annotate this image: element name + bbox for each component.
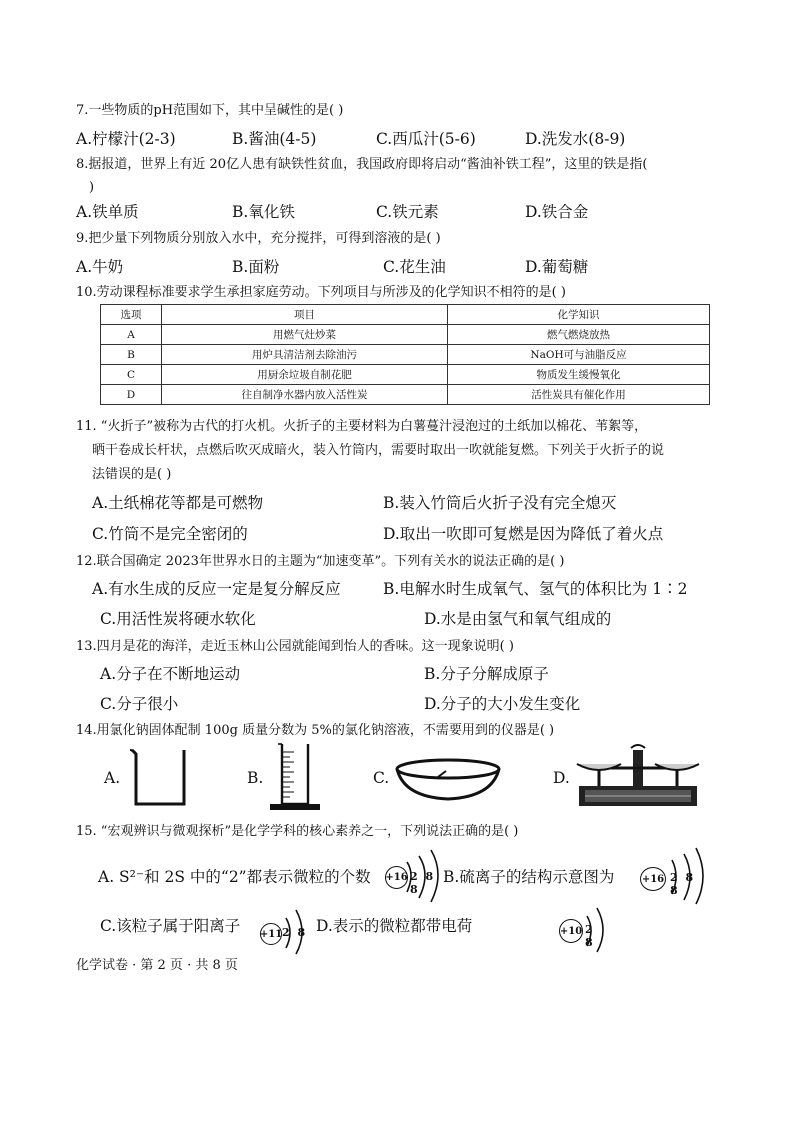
q7-stem: 7.一些物质的pH范围如下，其中呈碱性的是( )	[76, 103, 344, 118]
q13-option-b: B.分子分解成原子	[424, 665, 549, 683]
table-cell: 活性炭具有催化作用	[448, 385, 710, 405]
shell-electrons: 2 8	[282, 926, 308, 939]
table-row	[101, 345, 710, 365]
table-row	[101, 365, 710, 385]
q11-line-3: 法错误的是( )	[92, 467, 172, 482]
q14-label-c: C.	[373, 769, 390, 787]
q15-option-d: D.表示的微粒都带电荷	[316, 917, 473, 935]
page-footer: 化学试卷 · 第 2 页 · 共 8 页	[76, 958, 238, 973]
atom-diagram	[557, 904, 609, 956]
table-cell: NaOH可与油脂反应	[448, 345, 710, 365]
q11-option-d: D.取出一吹即可复燃是因为降低了着火点	[383, 525, 664, 543]
table-cell: 用炉具清洁剂去除油污	[162, 345, 448, 365]
q8-stem-cont: )	[89, 180, 95, 195]
q14-stem: 14.用氯化钠固体配制 100g 质量分数为 5%的氯化钠溶液，不需要用到的仪器是( )	[76, 723, 555, 738]
table-cell: B	[101, 345, 162, 365]
table-row	[101, 325, 710, 345]
q8-option-c: C.铁元素	[376, 203, 439, 221]
q11-option-b: B.装入竹筒后火折子没有完全熄灭	[383, 494, 617, 512]
q8-option-a: A.铁单质	[76, 203, 139, 221]
q9-option-a: A.牛奶	[76, 258, 124, 276]
q8-option-b: B.氧化铁	[232, 203, 295, 221]
q15-option-c: C.该粒子属于阳离子	[100, 917, 241, 935]
q8-stem: 8.据报道，世界上有近 20亿人患有缺铁性贫血，我国政府即将启动“酱油补铁工程”，这里的铁是指(	[76, 157, 648, 172]
q15-option-a: A. S²⁻和 2S 中的“2”都表示微粒的个数	[98, 868, 371, 886]
q12-option-d: D.水是由氢气和氧气组成的	[424, 610, 612, 628]
q13-option-a: A.分子在不断地运动	[100, 665, 241, 683]
q7-option-b: B.酱油(4-5)	[232, 130, 317, 148]
q11-line-2: 晒干卷成长杆状，点燃后吹灭成暗火，装入竹筒内，需要时取出一吹就能复燃。下列关于火折子的说	[92, 443, 665, 458]
shell-electrons: 2 8 8	[670, 871, 696, 897]
q11-option-a: A.土纸棉花等都是可燃物	[92, 494, 264, 512]
nucleus: +11	[260, 923, 282, 945]
q12-stem: 12.联合国确定 2023年世界水日的主题为“加速变革”。下列有关水的说法正确的是( )	[76, 554, 565, 569]
q8-option-d: D.铁合金	[525, 203, 589, 221]
q7-option-a: A.柠檬汁(2-3)	[76, 130, 176, 148]
q13-option-d: D.分子的大小发生变化	[424, 695, 581, 713]
beaker-icon	[128, 746, 190, 808]
q13-option-c: C.分子很小	[100, 695, 179, 713]
q15-stem: 15. “宏观辨识与微观探析”是化学学科的核心素养之一，下列说法正确的是( )	[76, 824, 519, 839]
table-cell: 用厨余垃圾自制花肥	[162, 365, 448, 385]
table-header-row	[101, 305, 710, 325]
shell-electrons: 2 8	[585, 923, 595, 949]
q11-option-c: C.竹筒不是完全密闭的	[92, 525, 248, 543]
q14-label-a: A.	[104, 769, 121, 787]
nucleus: +10	[559, 919, 583, 943]
q10-table	[100, 304, 710, 405]
table-cell: A	[101, 325, 162, 345]
evaporating-dish-icon	[394, 757, 502, 803]
table-cell: 用燃气灶炒菜	[162, 325, 448, 345]
shell-electrons: 2 8 8	[410, 870, 436, 896]
q14-label-d: D.	[553, 769, 570, 787]
atom-diagram	[640, 846, 710, 906]
atom-diagram	[383, 848, 443, 904]
table-header: 选项	[101, 305, 162, 325]
table-cell: D	[101, 385, 162, 405]
q10-stem: 10.劳动课程标准要求学生承担家庭劳动。下列项目与所涉及的化学知识不相符的是( )	[76, 285, 566, 300]
table-cell: 往自制净水器内放入活性炭	[162, 385, 448, 405]
q7-option-d: D.洗发水(8-9)	[525, 130, 626, 148]
table-header: 项目	[162, 305, 448, 325]
table-cell: 物质发生缓慢氧化	[448, 365, 710, 385]
q11-line-1: 11. “火折子”被称为古代的打火机。火折子的主要材料为白薯蔓汁浸泡过的土纸加以棉花、苇絮等，	[76, 419, 648, 434]
nucleus: +16	[385, 866, 408, 889]
table-row	[101, 385, 710, 405]
q9-stem: 9.把少量下列物质分别放入水中，充分搅拌，可得到溶液的是( )	[76, 231, 441, 246]
q12-option-c: C.用活性炭将硬水软化	[100, 610, 256, 628]
q12-option-b: B.电解水时生成氧气、氢气的体积比为 1∶2	[383, 580, 688, 598]
q14-label-b: B.	[247, 769, 264, 787]
balance-scale-icon	[573, 742, 703, 810]
graduated-cylinder-icon	[266, 742, 324, 812]
q9-option-b: B.面粉	[232, 258, 280, 276]
table-header: 化学知识	[448, 305, 710, 325]
table-cell: C	[101, 365, 162, 385]
q12-option-a: A.有水生成的反应一定是复分解反应	[92, 580, 341, 598]
q7-option-c: C.西瓜汁(5-6)	[376, 130, 476, 148]
q9-option-c: C.花生油	[383, 258, 446, 276]
q9-option-d: D.葡萄糖	[525, 258, 589, 276]
nucleus: +16	[640, 867, 666, 891]
atom-diagram	[258, 906, 308, 958]
table-cell: 燃气燃烧放热	[448, 325, 710, 345]
q13-stem: 13.四月是花的海洋，走近玉林山公园就能闻到怡人的香味。这一现象说明( )	[76, 639, 514, 654]
q15-option-b: B.硫离子的结构示意图为	[443, 868, 615, 886]
